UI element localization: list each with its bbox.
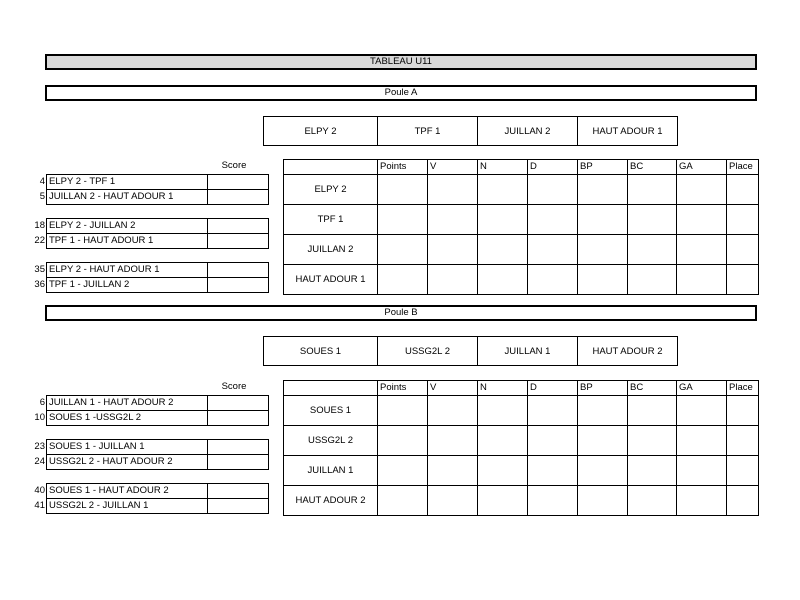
stat-cell[interactable] xyxy=(378,265,428,295)
pool-a-matches-3 xyxy=(30,262,269,293)
stat-header-n: N xyxy=(478,160,528,175)
stat-header-bp: BP xyxy=(578,381,628,396)
stat-cell[interactable] xyxy=(727,426,759,456)
sheet-title: TABLEAU U11 xyxy=(45,54,757,70)
stat-header-d: D xyxy=(528,381,578,396)
standings-row xyxy=(284,456,759,486)
stat-header-ga: GA xyxy=(677,381,727,396)
pool-a-team-header xyxy=(263,116,678,146)
stat-cell[interactable] xyxy=(677,205,727,235)
match-number: 18 xyxy=(34,220,45,231)
stat-cell[interactable] xyxy=(727,456,759,486)
match-label: ELPY 2 - JUILLAN 2 xyxy=(47,219,208,234)
stat-cell[interactable] xyxy=(578,456,628,486)
pool-a-matches-2 xyxy=(30,218,269,249)
score-cell[interactable] xyxy=(208,278,269,293)
stat-cell[interactable] xyxy=(727,175,759,205)
match-label: SOUES 1 -USSG2L 2 xyxy=(47,411,208,426)
pool-a-standings xyxy=(283,159,759,295)
match-number: 6 xyxy=(39,397,45,408)
match-row xyxy=(30,411,269,426)
standings-row xyxy=(284,235,759,265)
standings-team: USSG2L 2 xyxy=(284,426,378,456)
stat-header-ga: GA xyxy=(677,160,727,175)
standings-row xyxy=(284,205,759,235)
standings-team: JUILLAN 2 xyxy=(284,235,378,265)
score-cell[interactable] xyxy=(208,455,269,470)
pool-b-matches-3 xyxy=(30,483,269,514)
stat-header-points: Points xyxy=(378,160,428,175)
stat-cell[interactable] xyxy=(528,175,578,205)
team-header-cell: JUILLAN 1 xyxy=(478,337,578,366)
score-cell[interactable] xyxy=(208,263,269,278)
stat-cell[interactable] xyxy=(478,456,528,486)
standings-row xyxy=(284,265,759,295)
stat-cell[interactable] xyxy=(478,486,528,516)
stat-cell[interactable] xyxy=(428,175,478,205)
match-row xyxy=(30,263,269,278)
match-number: 23 xyxy=(34,441,45,452)
stat-cell[interactable] xyxy=(378,396,428,426)
stat-cell[interactable] xyxy=(677,175,727,205)
match-label: SOUES 1 - JUILLAN 1 xyxy=(47,440,208,455)
match-number: 22 xyxy=(34,235,45,246)
standings-team: SOUES 1 xyxy=(284,396,378,426)
stat-cell[interactable] xyxy=(578,235,628,265)
stat-header-points: Points xyxy=(378,381,428,396)
stat-cell[interactable] xyxy=(428,396,478,426)
team-header-cell: HAUT ADOUR 1 xyxy=(578,117,678,146)
stat-header-bc: BC xyxy=(628,381,677,396)
stat-cell[interactable] xyxy=(378,175,428,205)
match-row xyxy=(30,440,269,455)
match-number: 10 xyxy=(34,412,45,423)
stat-cell[interactable] xyxy=(528,396,578,426)
stat-cell[interactable] xyxy=(528,235,578,265)
match-label: JUILLAN 1 - HAUT ADOUR 2 xyxy=(47,396,208,411)
stat-cell[interactable] xyxy=(428,426,478,456)
stat-cell[interactable] xyxy=(677,426,727,456)
stat-header-place: Place xyxy=(727,381,759,396)
team-header-cell: JUILLAN 2 xyxy=(478,117,578,146)
standings-team: HAUT ADOUR 2 xyxy=(284,486,378,516)
score-cell[interactable] xyxy=(208,219,269,234)
stat-cell[interactable] xyxy=(677,486,727,516)
match-row xyxy=(30,219,269,234)
score-cell[interactable] xyxy=(208,499,269,514)
match-label: JUILLAN 2 - HAUT ADOUR 1 xyxy=(47,190,208,205)
team-header-cell: SOUES 1 xyxy=(299,345,342,357)
stat-cell[interactable] xyxy=(628,396,677,426)
stat-header-v: V xyxy=(428,160,478,175)
match-row xyxy=(30,175,269,190)
stat-cell[interactable] xyxy=(528,456,578,486)
score-cell[interactable] xyxy=(208,440,269,455)
stat-cell[interactable] xyxy=(628,456,677,486)
stat-cell[interactable] xyxy=(727,265,759,295)
stat-cell[interactable] xyxy=(578,175,628,205)
stat-cell[interactable] xyxy=(727,205,759,235)
stat-cell[interactable] xyxy=(478,396,528,426)
stat-cell[interactable] xyxy=(578,396,628,426)
match-label: TPF 1 - HAUT ADOUR 1 xyxy=(47,234,208,249)
stat-cell[interactable] xyxy=(478,175,528,205)
match-number: 36 xyxy=(34,279,45,290)
team-header-cell: USSG2L 2 xyxy=(378,337,478,366)
score-cell[interactable] xyxy=(208,175,269,190)
stat-cell[interactable] xyxy=(677,265,727,295)
stat-header-place: Place xyxy=(727,160,759,175)
team-header-cell: TPF 1 xyxy=(378,117,478,146)
stat-header-v: V xyxy=(428,381,478,396)
stat-cell[interactable] xyxy=(478,205,528,235)
stat-cell[interactable] xyxy=(478,265,528,295)
match-label: ELPY 2 - TPF 1 xyxy=(47,175,208,190)
standings-corner xyxy=(284,160,378,175)
score-cell[interactable] xyxy=(208,234,269,249)
pool-b-standings xyxy=(283,380,759,516)
standings-row xyxy=(284,486,759,516)
standings-team: HAUT ADOUR 1 xyxy=(284,265,378,295)
standings-team: JUILLAN 1 xyxy=(284,456,378,486)
stat-cell[interactable] xyxy=(528,205,578,235)
stat-header-n: N xyxy=(478,381,528,396)
standings-row xyxy=(284,175,759,205)
standings-row xyxy=(284,396,759,426)
stat-header-d: D xyxy=(528,160,578,175)
match-label: USSG2L 2 - JUILLAN 1 xyxy=(47,499,208,514)
match-number: 4 xyxy=(39,176,45,187)
stat-cell[interactable] xyxy=(528,486,578,516)
match-row xyxy=(30,278,269,293)
match-row xyxy=(30,499,269,514)
stat-cell[interactable] xyxy=(428,486,478,516)
stat-cell[interactable] xyxy=(628,265,677,295)
stat-header-bc: BC xyxy=(628,160,677,175)
stat-header-bp: BP xyxy=(578,160,628,175)
standings-corner xyxy=(284,381,378,396)
stat-cell[interactable] xyxy=(528,426,578,456)
score-cell[interactable] xyxy=(208,190,269,205)
stat-cell[interactable] xyxy=(378,426,428,456)
team-header-cell: ELPY 2 xyxy=(304,125,337,137)
pool-a-matches-1 xyxy=(30,174,269,205)
team-header-cell: HAUT ADOUR 2 xyxy=(578,337,678,366)
pool-b-title: Poule B xyxy=(45,305,757,321)
stat-cell[interactable] xyxy=(677,456,727,486)
match-number: 40 xyxy=(34,485,45,496)
standings-row xyxy=(284,426,759,456)
stat-cell[interactable] xyxy=(378,205,428,235)
stat-cell[interactable] xyxy=(727,235,759,265)
match-row xyxy=(30,484,269,499)
stat-cell[interactable] xyxy=(578,265,628,295)
score-cell[interactable] xyxy=(208,484,269,499)
stat-cell[interactable] xyxy=(478,426,528,456)
pool-a-title: Poule A xyxy=(45,85,757,101)
stat-cell[interactable] xyxy=(727,396,759,426)
score-cell[interactable] xyxy=(208,411,269,426)
match-label: USSG2L 2 - HAUT ADOUR 2 xyxy=(47,455,208,470)
match-row xyxy=(30,455,269,470)
stat-cell[interactable] xyxy=(428,205,478,235)
match-label: TPF 1 - JUILLAN 2 xyxy=(47,278,208,293)
match-row xyxy=(30,234,269,249)
stat-cell[interactable] xyxy=(378,235,428,265)
standings-team: ELPY 2 xyxy=(284,175,378,205)
match-row xyxy=(30,396,269,411)
match-number: 41 xyxy=(34,500,45,511)
stat-cell[interactable] xyxy=(628,175,677,205)
stat-cell[interactable] xyxy=(727,486,759,516)
match-number: 35 xyxy=(34,264,45,275)
match-number: 5 xyxy=(39,191,45,202)
stat-cell[interactable] xyxy=(677,396,727,426)
stat-cell[interactable] xyxy=(378,486,428,516)
stat-cell[interactable] xyxy=(628,235,677,265)
stat-cell[interactable] xyxy=(578,205,628,235)
stat-cell[interactable] xyxy=(628,486,677,516)
standings-team: TPF 1 xyxy=(284,205,378,235)
match-label: ELPY 2 - HAUT ADOUR 1 xyxy=(47,263,208,278)
stat-cell[interactable] xyxy=(677,235,727,265)
score-label: Score xyxy=(221,160,247,171)
stat-cell[interactable] xyxy=(628,205,677,235)
score-label: Score xyxy=(221,381,247,392)
stat-cell[interactable] xyxy=(628,426,677,456)
match-label: SOUES 1 - HAUT ADOUR 2 xyxy=(47,484,208,499)
score-cell[interactable] xyxy=(208,396,269,411)
match-number: 24 xyxy=(34,456,45,467)
stat-cell[interactable] xyxy=(428,265,478,295)
stat-cell[interactable] xyxy=(578,486,628,516)
stat-cell[interactable] xyxy=(378,456,428,486)
stat-cell[interactable] xyxy=(428,456,478,486)
stat-cell[interactable] xyxy=(578,426,628,456)
stat-cell[interactable] xyxy=(428,235,478,265)
pool-b-matches-1 xyxy=(30,395,269,426)
stat-cell[interactable] xyxy=(528,265,578,295)
stat-cell[interactable] xyxy=(478,235,528,265)
pool-b-matches-2 xyxy=(30,439,269,470)
pool-b-team-header xyxy=(263,336,678,366)
match-row xyxy=(30,190,269,205)
